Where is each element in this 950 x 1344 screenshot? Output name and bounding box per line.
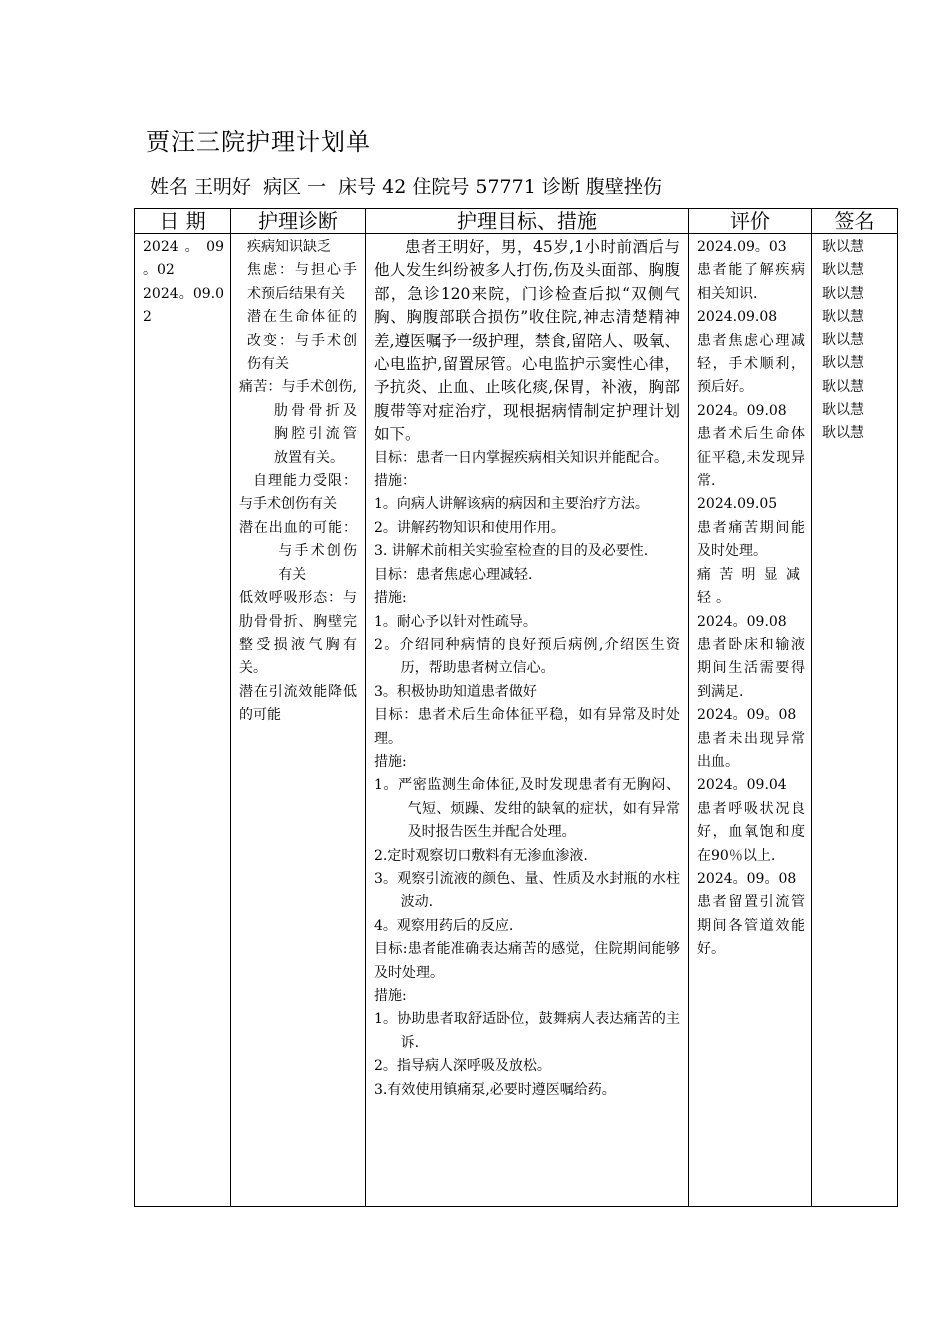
diagnosis-item: 低效呼吸形态：与肋骨骨折、胸壁完整受损液气胸有关。: [239, 590, 357, 677]
measures-cell: [366, 234, 689, 1207]
measure-item: 1。严密监测生命体征,及时发现患者有无胸闷、气短、烦躁、发绀的缺氧的症状，如有异常及时报告医生并配合处理。: [374, 777, 680, 841]
measure-item: 3. 讲解术前相关实验室检查的目的及必要性.: [374, 543, 649, 560]
evaluation-date: 2024。09。08: [697, 870, 797, 887]
signature-entry: 耿以慧: [822, 378, 864, 395]
measure-item: 1。协助患者取舒适卧位，鼓舞病人表达痛苦的主诉.: [374, 1011, 680, 1051]
evaluation-text: 患者留置引流管期间各管道效能好。: [697, 894, 805, 958]
header-diagnosis: 护理诊断: [231, 209, 366, 234]
patient-name: 王明好: [194, 176, 252, 198]
measures-label: 措施:: [374, 988, 407, 1004]
signature-entry: 耿以慧: [822, 425, 864, 442]
date-entry: 2024 。 09 。02: [143, 239, 224, 279]
case-summary: 患者王明好，男，45岁,1小时前酒后与他人发生纠纷被多人打伤,伤及头面部、胸腹部，急诊120来院，门诊检查后拟“双侧气胸、胸腹部联合损伤”收住院,神志清楚精神差,遵医嘱予一级护理，禁食,留陪人、吸氧、心电监护,留置尿管。心电监护示窦性心律，予抗炎、止血、止咳化痰,保胃，补液，胸部腹带等对症治疗，现根据病情制定护理计划如下。: [374, 238, 680, 444]
name-label: 姓名: [150, 176, 189, 198]
diagnosis-item: 焦虑：与担心手术预后结果有关: [247, 262, 357, 302]
nursing-plan-table: [134, 208, 898, 1207]
diagnosis-item: 自理能力受限：与手术创伤有关: [239, 473, 357, 513]
signature-cell: [812, 234, 898, 1207]
measure-item: 1。耐心予以针对性疏导。: [374, 613, 537, 630]
patient-info-line: [150, 172, 668, 199]
admission-label: 住院号: [412, 176, 470, 198]
ward-value: 一: [307, 176, 327, 198]
document-title: 贾汪三院护理计划单: [146, 128, 371, 156]
diagnosis-item: 痛苦：与手术创伤,肋骨骨折及胸腔引流管放置有关。: [239, 379, 357, 466]
measure-item: 1。向病人讲解该病的病因和主要治疗方法。: [374, 496, 649, 513]
signature-entry: 耿以慧: [822, 285, 864, 302]
evaluation-date: 2024。09.08: [697, 613, 787, 630]
diagnosis-value: 腹壁挫伤: [585, 176, 662, 198]
evaluation-date: 2024。09.04: [697, 777, 787, 794]
goal-text: 目标：患者焦虑心理减轻.: [374, 566, 533, 583]
measure-item: 3。观察引流液的颜色、量、性质及水封瓶的水柱波动.: [374, 870, 680, 911]
measures-label: 措施:: [374, 753, 407, 770]
evaluation-text: 患者焦虑心理减轻，手术顺利，预后好。: [697, 332, 805, 396]
date-cell: [135, 234, 231, 1207]
diagnosis-cell: [231, 234, 366, 1207]
evaluation-date: 2024。09.08: [697, 402, 787, 419]
evaluation-text: 患者未出现异常出血。: [697, 730, 805, 770]
signature-entry: 耿以慧: [822, 402, 864, 419]
evaluation-cell: [689, 234, 812, 1207]
header-goals-measures: 护理目标、措施: [366, 209, 689, 234]
admission-number: 57771: [475, 176, 536, 198]
signature-entry: 耿以慧: [822, 239, 864, 255]
measure-item: 4。观察用药后的反应.: [374, 917, 514, 934]
evaluation-text: 患者术后生命体征平稳,未发现异常.: [697, 426, 805, 490]
signature-entry: 耿以慧: [822, 355, 864, 372]
date-entry: 2024。09.02: [143, 285, 224, 326]
table-header-row: [135, 209, 898, 234]
bed-label: 床号: [338, 176, 377, 198]
evaluation-date: 2024。09。08: [697, 707, 797, 724]
diagnosis-item: 潜在出血的可能：与手术创伤有关: [239, 519, 357, 583]
evaluation-date: 2024.09.05: [697, 496, 778, 513]
measure-item: 2。讲解药物知识和使用作用。: [374, 519, 565, 536]
measures-label: 措施:: [374, 590, 407, 607]
table-row: [135, 234, 898, 1207]
diagnosis-item: 疾病知识缺乏: [247, 239, 331, 255]
measure-item: 2。指导病人深呼吸及放松。: [374, 1058, 551, 1075]
evaluation-date: 2024.09.08: [697, 309, 778, 326]
measures-label: 措施：: [374, 473, 416, 490]
signature-entry: 耿以慧: [822, 332, 864, 349]
measure-item: 2。介绍同种病情的良好预后病例,介绍医生资历，帮助患者树立信心。: [374, 636, 680, 677]
header-evaluation: 评价: [689, 209, 812, 234]
goal-text: 目标：患者术后生命体征平稳，如有异常及时处理。: [374, 707, 680, 747]
signature-entry: 耿以慧: [822, 308, 864, 325]
evaluation-date: 2024.09。03: [697, 239, 787, 255]
evaluation-text: 患者能了解疾病相关知识.: [697, 262, 805, 302]
diagnosis-item: 潜在引流效能降低的可能: [239, 683, 357, 724]
diagnosis-label: 诊断: [541, 176, 580, 198]
diagnosis-item: 潜在生命体征的改变：与手术创伤有关: [247, 309, 357, 373]
evaluation-text: 痛苦明显减轻。: [697, 566, 805, 607]
ward-label: 病区: [263, 176, 302, 198]
goal-text: 目标:患者能准确表达痛苦的感觉，住院期间能够及时处理。: [374, 941, 680, 981]
goal-text: 目标：患者一日内掌握疾病相关知识并能配合。: [374, 449, 668, 466]
measure-item: 2.定时观察切口敷料有无渗血渗液.: [374, 847, 588, 864]
measure-item: 3。积极协助知道患者做好: [374, 683, 537, 700]
header-date: 日 期: [135, 209, 231, 234]
evaluation-text: 患者痛苦期间能及时处理。: [697, 519, 805, 560]
signature-entry: 耿以慧: [822, 262, 864, 279]
measure-item: 3.有效使用镇痛泵,必要时遵医嘱给药。: [374, 1081, 616, 1098]
bed-value: 42: [382, 176, 407, 198]
header-signature: 签名: [812, 209, 898, 234]
evaluation-text: 患者呼吸状况良好，血氧饱和度在90％以上.: [697, 800, 805, 864]
evaluation-text: 患者卧床和输液期间生活需要得到满足.: [697, 636, 805, 700]
